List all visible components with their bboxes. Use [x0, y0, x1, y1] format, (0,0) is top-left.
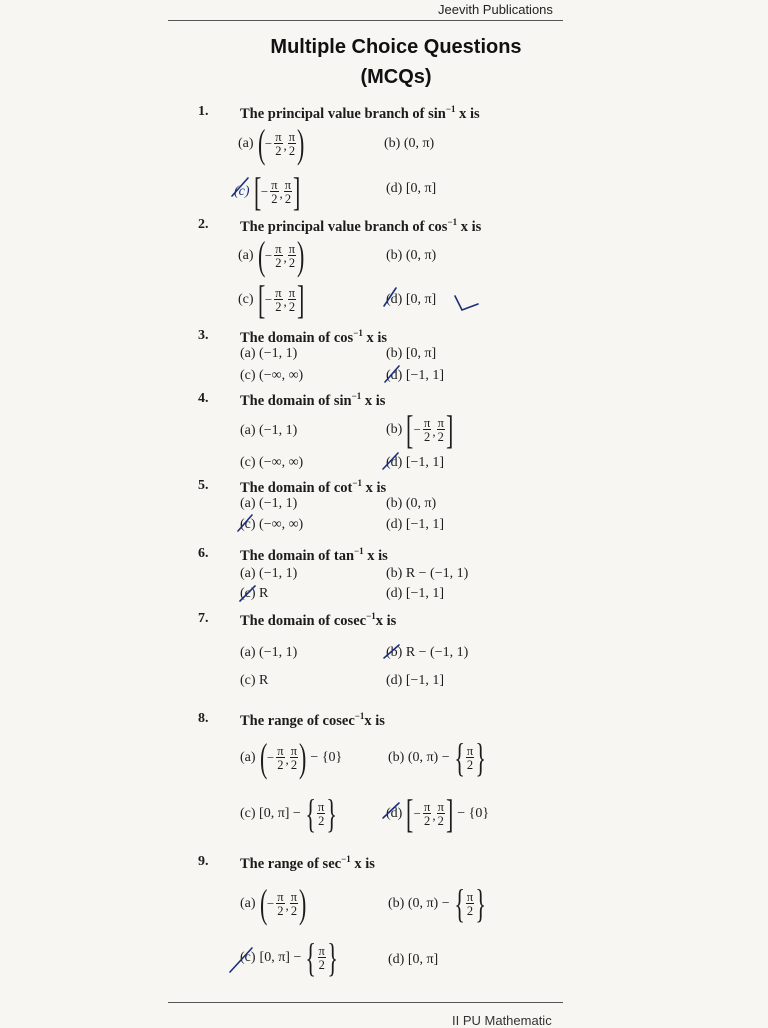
question-text: The domain of $\cos^{-1} x$ is: [240, 328, 388, 346]
question-text: The domain of cosec$^{-1}$x is: [240, 611, 397, 629]
option-c: (c) [ − $\frac{\pi}{2}$ , $\frac{\pi}{2}$ ]: [238, 277, 305, 322]
option-a: (a) (−1, 1): [240, 346, 298, 361]
question-text: The principal value branch of $\sin^{-1} x$ is: [240, 104, 480, 122]
question-number: 4.: [198, 391, 209, 406]
option-a: (a) (−1, 1): [240, 566, 298, 581]
option-c-answer: (c) (−∞, ∞): [240, 517, 304, 532]
option-a: (a) ( − $\frac{\pi}{2}$ , $\frac{\pi}{2}$ ) − {0}: [240, 735, 343, 780]
question-text: The domain of $\cot^{-1} x$ is: [240, 478, 387, 496]
option-c-answer: (c) [0, π] − { $\frac{\pi}{2}$ }: [240, 935, 338, 980]
header-rule: [168, 20, 563, 21]
option-b: (b) (0, π): [386, 248, 437, 263]
option-c: (c) (−∞, ∞): [240, 368, 304, 383]
question-number: 2.: [198, 217, 209, 232]
option-a: (a) (−1, 1): [240, 496, 298, 511]
option-b: (b) (0, π) − { $\frac{\pi}{2}$ }: [388, 735, 487, 780]
option-b: (b) (0, π): [384, 136, 435, 151]
question-text: The principal value branch of $\cos^{-1} x$ is: [240, 217, 482, 235]
option-d-answer: (d) [0, π]: [386, 292, 437, 307]
option-d: (d) [−1, 1]: [386, 517, 445, 532]
math-interval-closed: [ − $\frac{\pi}{2}$ , $\frac{\pi}{2}$ ]: [406, 791, 454, 836]
option-d-answer: (d) [−1, 1]: [386, 368, 445, 383]
question-number: 1.: [198, 104, 209, 119]
math-interval-open: ( − $\frac{\pi}{2}$ , $\frac{\pi}{2}$ ): [259, 735, 307, 780]
math-interval-closed: [ − $\frac{\pi}{2}$ , $\frac{\pi}{2}$ ]: [406, 407, 454, 452]
question-number: 6.: [198, 546, 209, 561]
option-b: (b) R − (−1, 1): [386, 566, 469, 581]
option-d-answer: (d) [ − $\frac{\pi}{2}$ , $\frac{\pi}{2}$ ] − {0}: [386, 791, 490, 836]
option-b: (b) [0, π]: [386, 346, 437, 361]
footer-rule: [168, 1002, 563, 1003]
tick-mark-q2-extra: [455, 296, 478, 310]
math-set-braces: { $\frac{\pi}{2}$ }: [453, 735, 487, 780]
option-c-answer: (c) R: [240, 586, 269, 601]
option-c: (c) [0, π] − { $\frac{\pi}{2}$ }: [240, 791, 338, 836]
math-interval-closed: [ − $\frac{\pi}{2}$ , $\frac{\pi}{2}$ ]: [253, 169, 301, 214]
math-set-braces: { $\frac{\pi}{2}$ }: [305, 935, 338, 980]
option-a: (a) ( − $\frac{\pi}{2}$ , $\frac{\pi}{2}$ ): [238, 233, 305, 278]
option-b: (b) [ − $\frac{\pi}{2}$ , $\frac{\pi}{2}$ ]: [386, 407, 454, 452]
math-interval-open: ( − $\frac{\pi}{2}$ , $\frac{\pi}{2}$ ): [259, 881, 307, 926]
option-d: (d) [0, π]: [388, 952, 439, 967]
option-a: (a) ( − $\frac{\pi}{2}$ , $\frac{\pi}{2}$ ): [238, 121, 305, 166]
option-a: (a) ( − $\frac{\pi}{2}$ , $\frac{\pi}{2}$ ): [240, 881, 307, 926]
math-set-braces: { $\frac{\pi}{2}$ }: [453, 881, 487, 926]
option-a: (a) (−1, 1): [240, 645, 298, 660]
question-text: The domain of $\tan^{-1} x$ is: [240, 546, 388, 564]
option-c-answer: (c) [ − $\frac{\pi}{2}$ , $\frac{\pi}{2}$ ]: [234, 169, 301, 214]
page-subtitle: (MCQs): [360, 66, 432, 88]
question-number: 7.: [198, 611, 209, 626]
option-d: (d) [−1, 1]: [386, 673, 445, 688]
question-text: The domain of $\sin^{-1} x$ is: [240, 391, 386, 409]
page-title: Multiple Choice Questions: [270, 36, 522, 58]
option-c: (c) R: [240, 673, 269, 688]
option-c: (c) (−∞, ∞): [240, 455, 304, 470]
question-number: 9.: [198, 854, 209, 869]
math-interval-open: ( − $\frac{\pi}{2}$ , $\frac{\pi}{2}$ ): [257, 233, 305, 278]
question-number: 3.: [198, 328, 209, 343]
option-a: (a) (−1, 1): [240, 423, 298, 438]
option-d-answer: (d) [−1, 1]: [386, 455, 445, 470]
question-number: 5.: [198, 478, 209, 493]
math-interval-closed: [ − $\frac{\pi}{2}$ , $\frac{\pi}{2}$ ]: [257, 277, 305, 322]
option-d: (d) [0, π]: [386, 181, 437, 196]
option-b: (b) (0, π): [386, 496, 437, 511]
option-b: (b) (0, π) − { $\frac{\pi}{2}$ }: [388, 881, 487, 926]
math-set-braces: { $\frac{\pi}{2}$ }: [305, 791, 338, 836]
option-b-answer: (b) R − (−1, 1): [386, 645, 469, 660]
option-d: (d) [−1, 1]: [386, 586, 445, 601]
publisher-name: Jeevith Publications: [438, 2, 553, 17]
footer-text: II PU Mathematic: [452, 1013, 552, 1028]
question-text: The range of $\sec^{-1} x$ is: [240, 854, 375, 872]
question-text: The range of cosec$^{-1}$x is: [240, 711, 385, 729]
math-interval-open: ( − $\frac{\pi}{2}$ , $\frac{\pi}{2}$ ): [257, 121, 305, 166]
question-number: 8.: [198, 711, 209, 726]
